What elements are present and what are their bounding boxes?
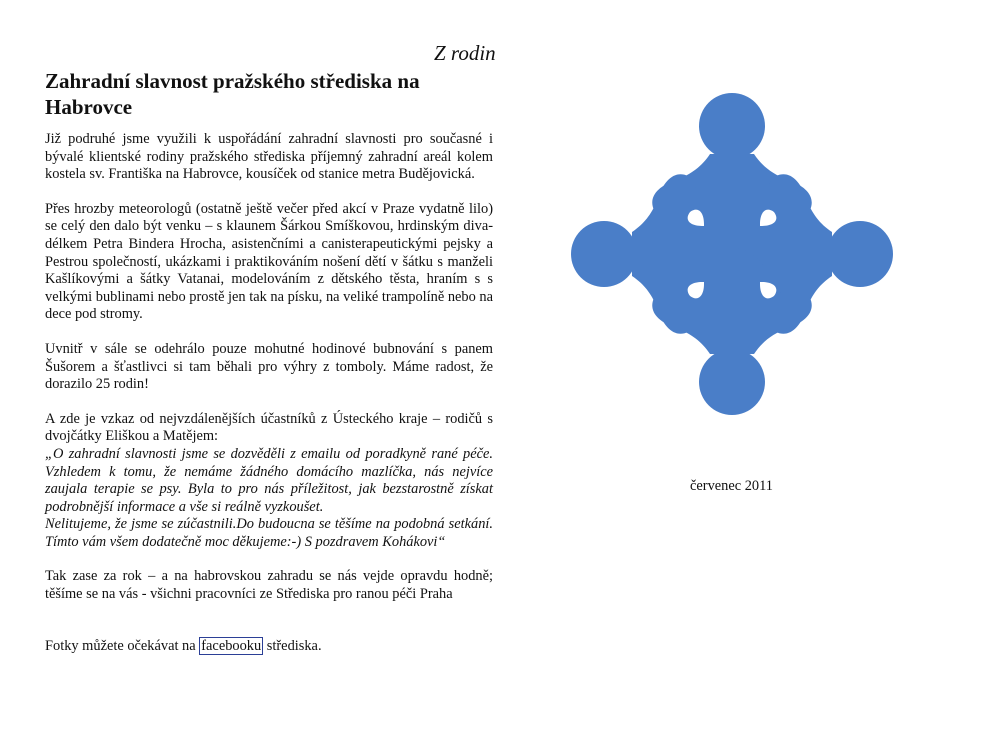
article-body — [45, 131, 493, 672]
paragraph-2: Přes hrozby meteorologů (ostatně ještě večer před akcí v Praze vydatně lilo) se celý den dalo být venku – s klaunem Šárkou Smíškovou, hrdinským diva-délkem Petra Bindera Hrocha, asistenčními a canisterapeutickými pejsky a Pestrou společností, ukázkami i praktikováním nošení dětí v šátku s manželi Kašlíkovými a šátky Vatanai, modelováním z dětského těsta, hraním s s velkými bublinami nebo prostě jen tak na písku, na veliké trampolíně nebo na dece pod stromy. — [45, 200, 493, 323]
footer-line — [45, 638, 493, 656]
quote-line-2: Nelitujeme, že jsme se zúčastnili.Do budoucna se těšíme na podobná setkání. Tímto vám všem dodatečně moc děkujeme:-) S pozdravem Kohákovi“ — [45, 516, 493, 550]
quote-line-1: „O zahradní slavnosti jsme se dozvěděli z emailu od poradkyně rané péče. Vzhledem k tomu, že nemáme žádného domácího mazlíčka, nás nejvíce zaujala terapie se psy. Byla to pro nás příležitost, jak bezstarostně získat podrobnější informace a vše si reálně vyzkoušet. — [45, 445, 493, 515]
paragraph-3: Uvnitř v sále se odehrálo pouze mohutné hodinové bubnování s panem Šušorem a šťastlivci si tam běhali pro výhry z tomboly. Máme radost, že dorazilo 25 rodin! — [45, 340, 493, 393]
quote-intro: A zde je vzkaz od nejvzdálenějších účastníků z Ústeckého kraje – rodičů s dvojčátky Eliškou a Matějem: — [45, 410, 493, 445]
family-figures-logo-icon — [536, 86, 928, 426]
paragraph-1: Již podruhé jsme využili k uspořádání zahradní slavnosti pro současné i bývalé klientské rodiny pražského střediska příjemný zahradní areál kolem kostela sv. Františka na Habrovce, kousíček od stanice metra Budějovická. — [45, 131, 493, 183]
section-tag: Z rodin — [434, 41, 496, 65]
article-headline: Zahradní slavnost pražského střediska na Habrovce — [45, 69, 420, 119]
closing-paragraph: Tak zase za rok – a na habrovskou zahradu se nás vejde opravdu hodně; těšíme se na vás - všichni pracovníci ze Střediska pro ranou péči Praha — [45, 568, 493, 603]
footer-suffix: střediska. — [263, 637, 322, 654]
facebook-link[interactable]: facebooku — [201, 637, 262, 654]
quote — [45, 446, 493, 552]
date-label: červenec 2011 — [690, 478, 773, 494]
footer-prefix: Fotky můžete očekávat na — [45, 637, 200, 654]
logo-figures — [571, 93, 893, 415]
